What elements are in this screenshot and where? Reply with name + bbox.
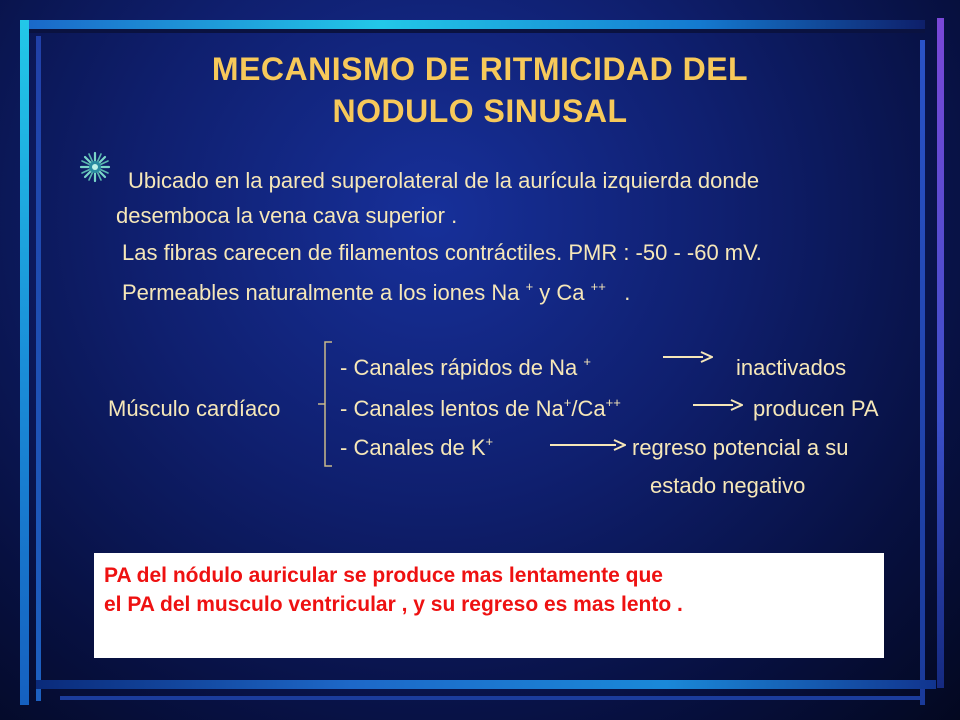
frame-bottom-bar [36,680,936,689]
frame-bottom-bar-2 [60,696,920,700]
title-line-1: MECANISMO DE RITMICIDAD DEL [211,51,749,87]
effect-row-2: producen PA [753,396,879,421]
bullet-line-2: desemboca la vena cava superior . [116,203,458,228]
effect-row-3: regreso potencial a su [632,435,849,460]
na-superscript: + [525,279,534,294]
sparkle-bullet-icon [78,150,112,184]
channel-row-2-sup-a: + [563,395,572,410]
note-line-1: PA del nódulo auricular se produce mas lentamente que [104,564,663,587]
arrow-right-icon [550,439,626,451]
ca-superscript: ++ [590,279,606,294]
arrow-right-icon [693,399,743,411]
permeable-and: y Ca [539,280,585,305]
channel-row-1-sup: + [583,354,591,369]
frame-top-bar [20,20,925,29]
bracket-icon [318,340,334,470]
slide-title [60,48,900,132]
permeable-text: Permeables naturalmente a los iones Na [122,280,520,305]
frame-right-bar [937,18,944,688]
channel-row-3-text: - Canales de K [340,435,486,460]
frame-left-bar [20,20,29,705]
channel-row-2-text-a: - Canales lentos de Na [340,396,564,421]
channel-row-3-sup: + [485,434,494,449]
channel-row-2 [340,396,621,422]
note-box [94,553,884,658]
note-line-2: el PA del musculo ventricular , y su regreso es mas lento . [104,593,683,616]
channel-row-2-sup-b: ++ [605,395,621,410]
permeable-line [122,280,630,306]
frame-right-bar-2 [920,40,925,705]
effect-row-1: inactivados [736,355,847,380]
channel-row-1-text: - Canales rápidos de Na [340,355,578,380]
frame-left-bar-2 [36,36,41,701]
arrow-right-icon [663,351,713,363]
channel-row-3 [340,435,493,461]
title-line-2: NODULO SINUSAL [332,93,628,129]
effect-row-3-line-2: estado negativo [650,473,806,498]
fibers-line: Las fibras carecen de filamentos contráctiles. PMR : -50 - -60 mV. [122,240,762,265]
channel-row-1 [340,355,591,381]
muscle-label: Músculo cardíaco [108,396,281,421]
bullet-line-1: Ubicado en la pared superolateral de la aurícula izquierda donde [128,168,760,193]
permeable-end: . [624,280,631,305]
channel-row-2-text-b: /Ca [571,396,606,421]
frame-top-bar-inner [20,29,925,33]
